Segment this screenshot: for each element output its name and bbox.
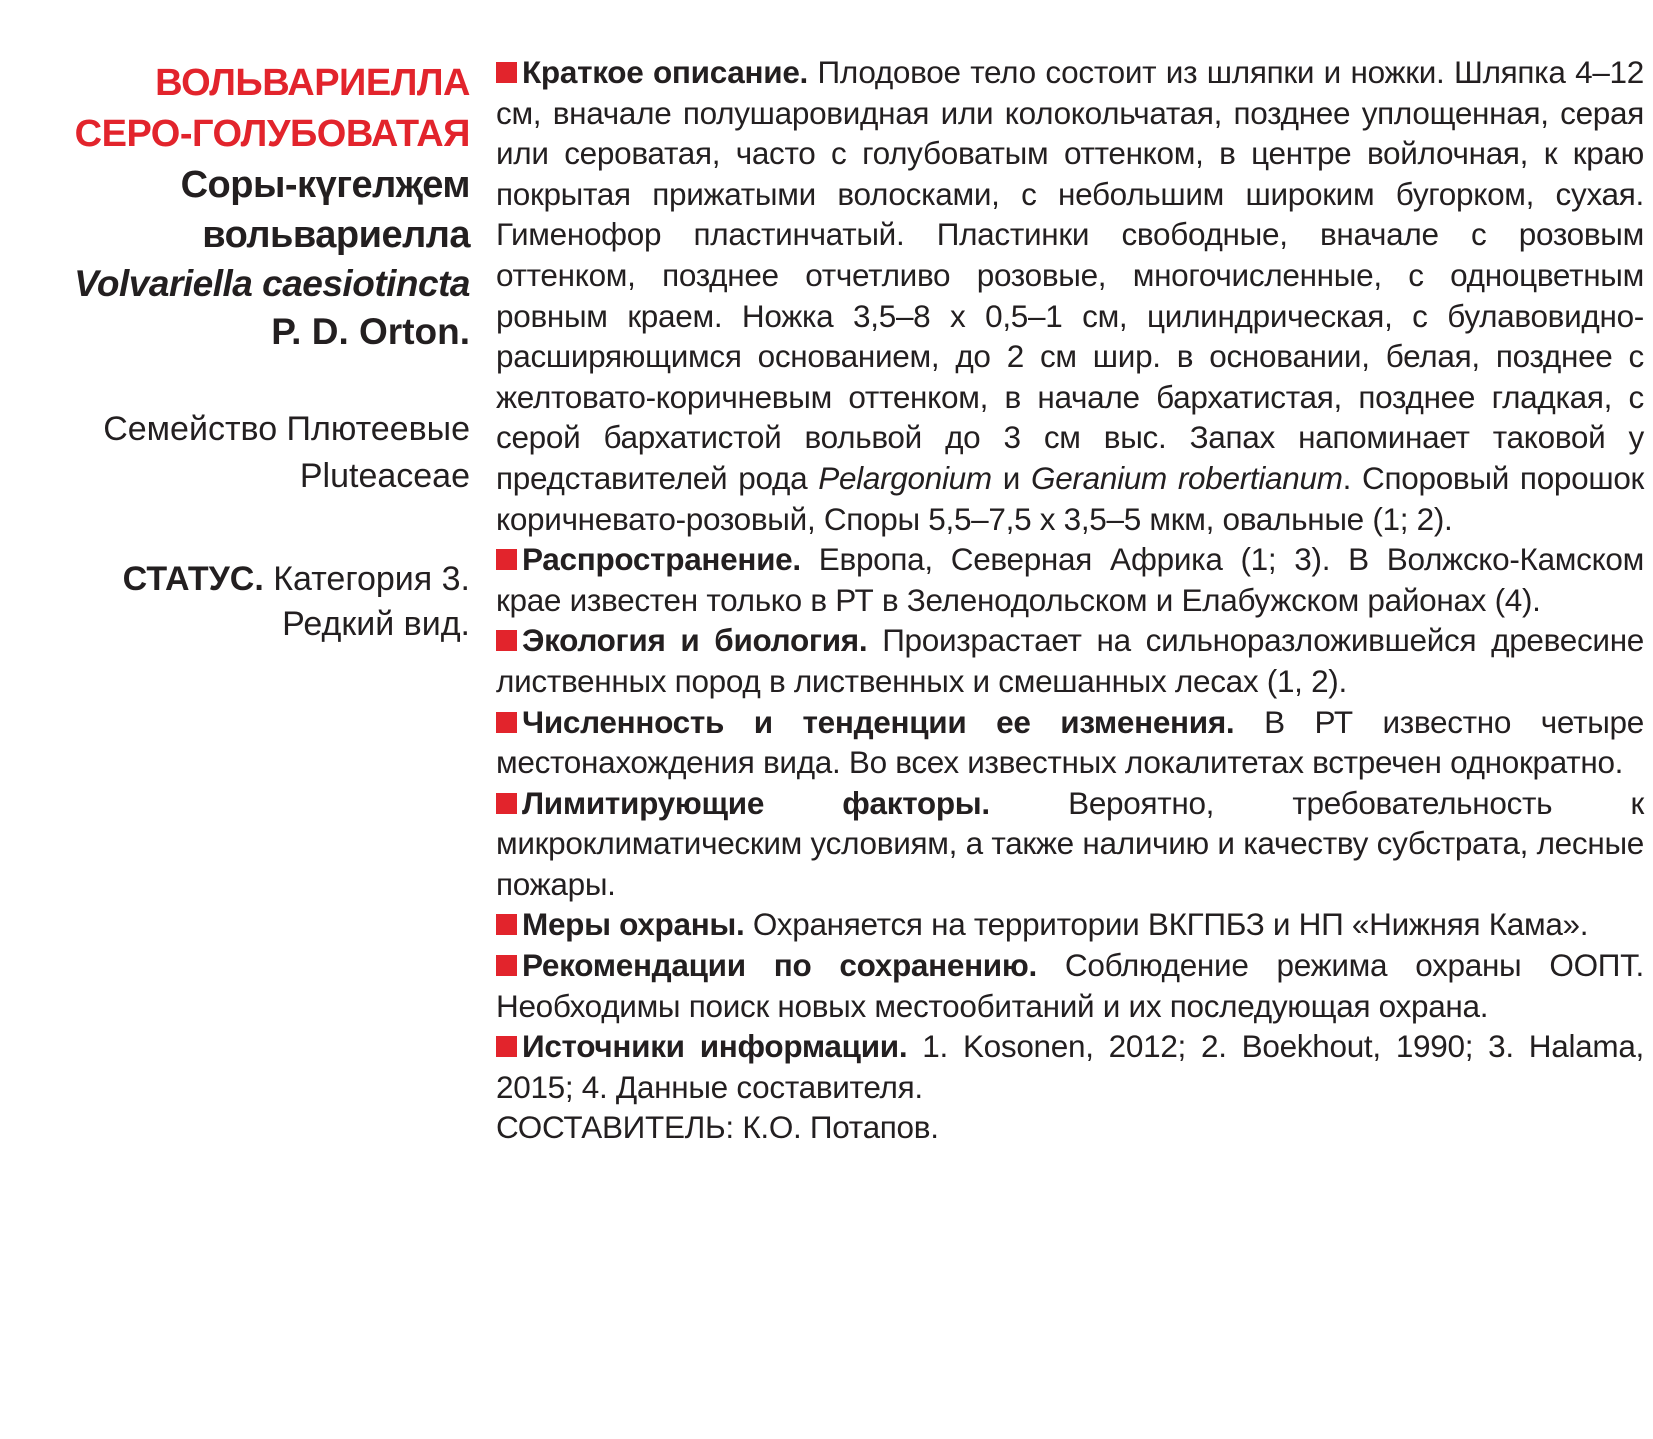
species-latin-name: Volvariella caesiotincta xyxy=(74,263,470,304)
species-description-column xyxy=(496,52,1644,1148)
section-body: Произрастает на сильноразложившейся древесине лиственных пород в лиственных и смешанных лесах (1, 2). xyxy=(496,622,1645,699)
section-brief-description xyxy=(496,52,1644,539)
species-name-tatar xyxy=(58,160,470,260)
section-body: Вероятно, требовательность к микроклиматическим условиям, а также наличию и качеству субстрата, лесные пожары. xyxy=(496,784,1644,902)
section-marker-icon xyxy=(496,62,517,83)
section-body: Охраняется на территории ВКГПБЗ и НП «Нижняя Кама». xyxy=(752,906,1589,943)
section-marker-icon xyxy=(496,549,517,570)
section-body: Соблюдение режима охраны ООПТ. Необходимы поиск новых местообитаний и их последующая охрана. xyxy=(496,947,1645,1024)
section-marker-icon xyxy=(496,793,517,814)
section-heading: Краткое описание. xyxy=(522,54,808,90)
section-distribution xyxy=(496,539,1644,620)
section-body: Плодовое тело состоит из шляпки и ножки. Шляпка 4–12 см, вначале полушаровидная или колокольчатая, позднее уплощенная, серая или сероватая, часто с голубоватым оттенком, в центре войлочная, к краю покрытая прижатыми волосками, с небольшим широким бугорком, сухая. Гименофор пластинчатый. Пластинки свободные, вначале с розовым оттенком, позднее отчетливо розовые, многочисленные, с одноцветным ровным краем. Ножка 3,5–8 х 0,5–1 см, цилиндрическая, с булавовидно-расширяющимся основанием, до 2 см шир. в основании, белая, позднее с желтовато-коричневым оттенком, в начале бархатистая, позднее гладкая, с серой бархатистой вольвой до 3 см выс. Запах напоминает таковой у представителей рода xyxy=(496,54,1644,496)
species-header-column xyxy=(58,58,470,647)
section-body: и xyxy=(991,459,1032,496)
species-name-tatar-line1: Соры-күгелҗем xyxy=(180,164,470,206)
family-latin: Pluteaceae xyxy=(299,457,470,495)
family-block xyxy=(58,406,470,500)
section-marker-icon xyxy=(496,1036,517,1057)
section-marker-icon xyxy=(496,955,517,976)
section-body: Европа, Северная Африка (1; 3). В Волжско-Камском крае известен только в РТ в Зеленодольском и Елабужском районах (4). xyxy=(496,541,1645,618)
section-population-trends xyxy=(496,702,1644,783)
status-block xyxy=(58,557,470,647)
status-rarity: Редкий вид. xyxy=(282,605,470,643)
section-protection-measures xyxy=(496,904,1644,945)
species-name-russian-line1: ВОЛЬВАРИЕЛЛА xyxy=(155,62,470,104)
section-ecology-biology xyxy=(496,620,1644,701)
section-marker-icon xyxy=(496,914,517,935)
section-body: 1. Kosonen, 2012; 2. Boekhout, 1990; 3. Halama, 2015; 4. Данные составителя. xyxy=(496,1028,1644,1105)
section-heading: Рекомендации по сохранению. xyxy=(522,947,1037,984)
latin-species-italic: Geranium robertianum xyxy=(1031,459,1343,496)
section-conservation-recommendations xyxy=(496,945,1644,1026)
status-line-category xyxy=(58,557,470,602)
species-author-citation: P. D. Orton. xyxy=(271,311,470,352)
species-name-russian xyxy=(58,58,470,160)
species-name-russian-line2: СЕРО-ГОЛУБОВАТАЯ xyxy=(74,113,470,155)
section-marker-icon xyxy=(496,712,517,733)
latin-genus-italic: Pelargonium xyxy=(818,459,992,496)
section-heading: Лимитирующие факторы. xyxy=(522,784,990,821)
section-heading: Численность и тенденции ее изменения. xyxy=(522,703,1235,740)
section-body: В РТ известно четыре местонахождения вида. Во всех известных локалитетах встречен однократно. xyxy=(496,703,1644,781)
compiler-line: СОСТАВИТЕЛЬ: К.О. Потапов. xyxy=(496,1109,939,1146)
section-information-sources xyxy=(496,1026,1644,1107)
section-body: . Споровый порошок коричневато-розовый, Споры 5,5–7,5 х 3,5–5 мкм, овальные (1; 2). xyxy=(496,459,1645,537)
section-heading: Распространение. xyxy=(522,541,801,578)
section-limiting-factors xyxy=(496,783,1644,905)
section-heading: Экология и биология. xyxy=(522,622,868,659)
species-name-tatar-line2: вольвариелла xyxy=(202,214,470,256)
status-label: СТАТУС. xyxy=(122,560,264,598)
section-heading: Меры охраны. xyxy=(522,906,745,943)
section-heading: Источники информации. xyxy=(522,1028,908,1065)
section-marker-icon xyxy=(496,630,517,651)
status-category: Категория 3. xyxy=(273,560,470,598)
family-russian: Семейство Плютеевые xyxy=(103,410,470,448)
